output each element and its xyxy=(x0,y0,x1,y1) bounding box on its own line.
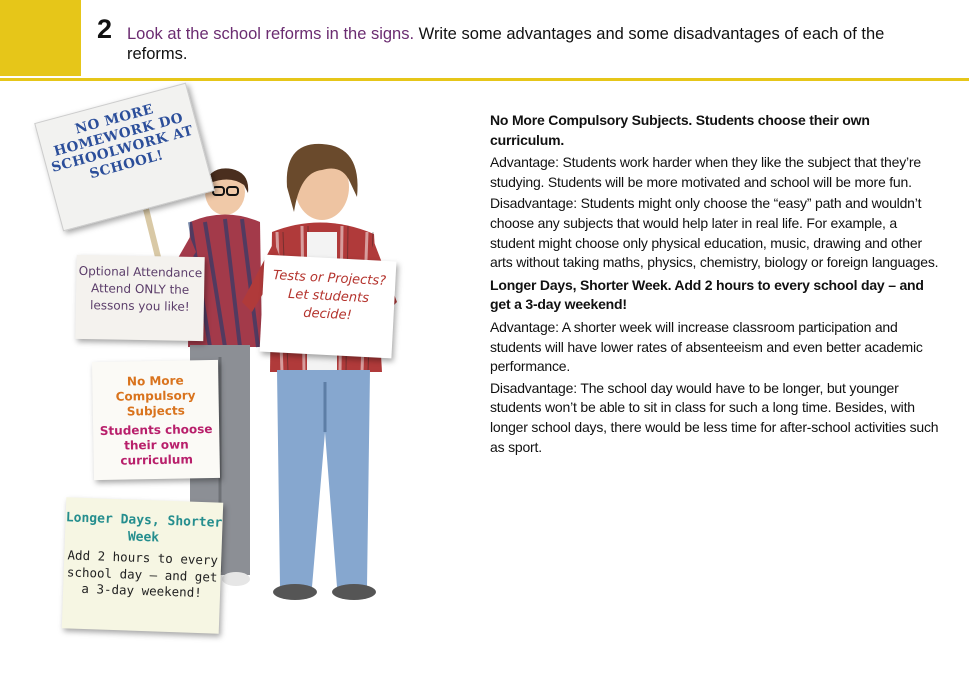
sign-longer-days xyxy=(62,497,223,633)
sign-tests-or-projects-text: Tests or Projects? Let students decide! xyxy=(272,268,387,324)
sign-tests-or-projects xyxy=(260,255,397,359)
section2-heading: Longer Days, Shorter Week. Add 2 hours to every school day – and get a 3-day weekend! xyxy=(490,276,924,313)
section2-disadvantage: Disadvantage: The school day would have to be longer, but younger students won’t be able to sit in class for such a long time. Besides, with longer school days, there would be less time for after-school activities such as sport. xyxy=(490,379,939,455)
exercise-number: 2 xyxy=(97,14,113,44)
sign-no-homework-text: NO MORE HOMEWORK DO SCHOOLWORK AT SCHOOL! xyxy=(49,101,196,182)
instruction-highlight: Look at the school reforms in the signs. xyxy=(127,25,415,43)
section1-disadvantage: Disadvantage: Students might only choose the “easy” path and wouldn’t choose any subjects that would help later in real life. For example, a student might choose only physical education, music, drawing and other arts without taking maths, physics, chemistry, biology or foreign languages. xyxy=(490,195,939,271)
instruction-rest: Write some advantages and some disadvantages of each of the reforms. xyxy=(127,25,885,63)
section1-advantage: Advantage: Students work harder when they like the subject that they’re studying. Students will be more motivated and school will be more fun. xyxy=(490,154,921,190)
student-boy-image xyxy=(222,142,402,602)
header-divider xyxy=(0,78,969,81)
sign-compulsory-body: Students choose their own curriculum xyxy=(99,422,213,468)
illustration xyxy=(0,82,480,691)
sign-longer-body: Add 2 hours to every school day – and get a 3-day weekend! xyxy=(66,547,219,601)
header-accent-block xyxy=(0,0,81,76)
sign-optional-attendance xyxy=(75,255,204,341)
sign-no-compulsory-subjects xyxy=(92,360,220,480)
sign-optional-attendance-text: Optional Attendance Attend ONLY the lessons you like! xyxy=(78,263,203,314)
sign-longer-title: Longer Days, Shorter Week xyxy=(65,510,223,546)
section2-advantage: Advantage: A shorter week will increase classroom participation and students will have lower rates of absenteeism and even better academic performance. xyxy=(490,318,923,375)
answer-text xyxy=(490,111,945,459)
exercise-instruction xyxy=(127,24,937,64)
sign-compulsory-title: No More Compulsory Subjects xyxy=(115,373,196,419)
section1-heading: No More Compulsory Subjects. Students choose their own curriculum. xyxy=(490,112,870,148)
